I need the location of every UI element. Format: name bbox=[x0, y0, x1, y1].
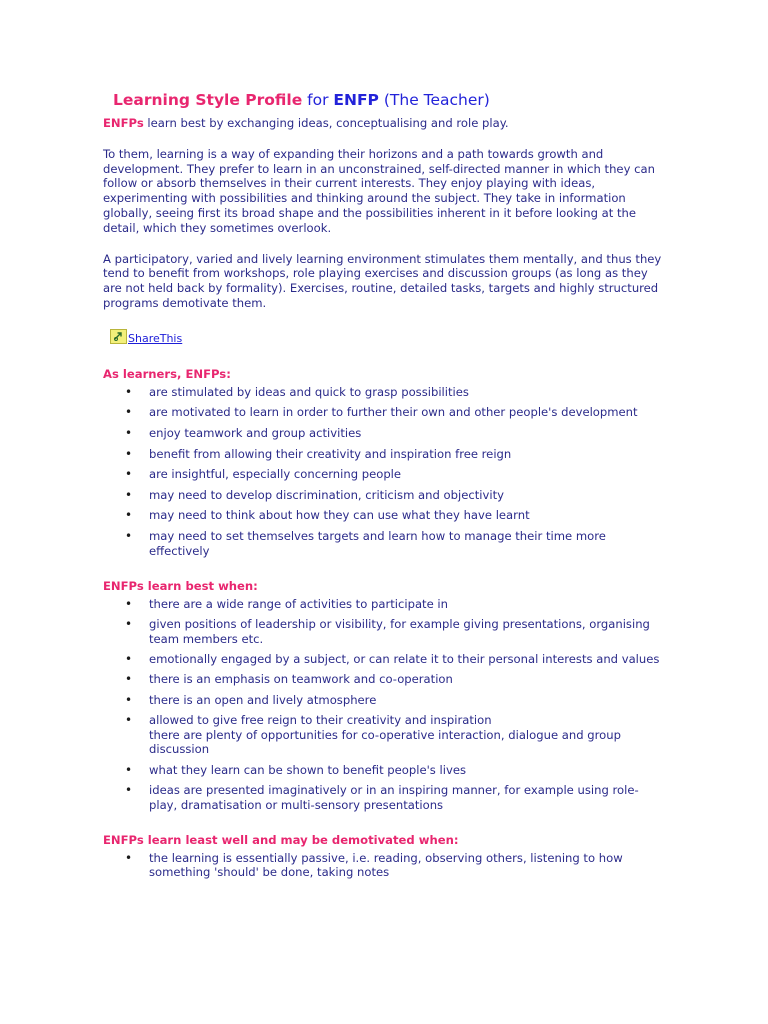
title-type: ENFP bbox=[333, 91, 379, 109]
list-item: • emotionally engaged by a subject, or can relate it to their personal interests and values bbox=[103, 652, 663, 667]
list-item: • may need to set themselves targets and learn how to manage their time more effectively bbox=[103, 529, 663, 559]
paragraph-learning: To them, learning is a way of expanding their horizons and a path towards growth and development. They prefer to learn in an unconstrained, self-directed manner in which they can follow or absorb themselves in their current interests. They enjoy playing with ideas, experimenting with possibilities and thinking around the subject. They take in information globally, seeing first its broad shape and the possibilities inherent in it before looking at the detail, which they sometimes overlook. bbox=[103, 146, 655, 235]
intro-strong: ENFPs bbox=[103, 116, 144, 130]
list-item: • are insightful, especially concerning people bbox=[103, 467, 663, 482]
intro-line bbox=[103, 116, 663, 131]
share-glyph-icon bbox=[113, 331, 124, 342]
share-this-link[interactable]: ShareThis bbox=[128, 332, 183, 346]
list-item: • enjoy teamwork and group activities bbox=[103, 426, 663, 441]
list-learn-least bbox=[103, 851, 663, 881]
list-item: • may need to develop discrimination, criticism and objectivity bbox=[103, 488, 663, 503]
list-item: • there is an open and lively atmosphere bbox=[103, 693, 663, 708]
list-item-continuation: there are plenty of opportunities for co-operative interaction, dialogue and group discussion bbox=[149, 727, 621, 757]
list-learn-best bbox=[103, 597, 663, 813]
list-item: • given positions of leadership or visibility, for example giving presentations, organising team members etc. bbox=[103, 617, 663, 647]
intro-text: learn best by exchanging ideas, conceptualising and role play. bbox=[143, 116, 509, 130]
title-for: for bbox=[302, 91, 334, 109]
list-item: • may need to think about how they can use what they have learnt bbox=[103, 508, 663, 523]
heading-learn-least: ENFPs learn least well and may be demotivated when: bbox=[103, 832, 459, 847]
list-item bbox=[103, 713, 663, 757]
heading-learn-best: ENFPs learn best when: bbox=[103, 578, 258, 593]
paragraph-environment: A participatory, varied and lively learning environment stimulates them mentally, and thus they tend to benefit from workshops, role playing exercises and discussion groups (as long as they are not held back by formality). Exercises, routine, detailed tasks, targets and highly structured programs demotivate them. bbox=[103, 251, 662, 310]
list-item: • are motivated to learn in order to further their own and other people's development bbox=[103, 405, 663, 420]
page-title bbox=[113, 90, 663, 110]
list-item: • what they learn can be shown to benefit people's lives bbox=[103, 763, 663, 778]
list-item: • the learning is essentially passive, i.e. reading, observing others, listening to how something 'should' be done, taking notes bbox=[103, 851, 663, 881]
list-item: • ideas are presented imaginatively or in an inspiring manner, for example using role-play, dramatisation or multi-sensory presentations bbox=[103, 783, 663, 813]
list-as-learners bbox=[103, 385, 663, 559]
list-item-text: allowed to give free reign to their creativity and inspiration bbox=[149, 712, 492, 727]
list-item: • are stimulated by ideas and quick to grasp possibilities bbox=[103, 385, 663, 400]
list-item: • there are a wide range of activities to participate in bbox=[103, 597, 663, 612]
heading-as-learners: As learners, ENFPs: bbox=[103, 366, 231, 381]
list-item: • there is an emphasis on teamwork and co-operation bbox=[103, 672, 663, 687]
list-item: • benefit from allowing their creativity and inspiration free reign bbox=[103, 447, 663, 462]
title-nickname: (The Teacher) bbox=[378, 91, 490, 109]
share-widget[interactable] bbox=[110, 328, 663, 346]
share-icon[interactable] bbox=[110, 329, 127, 344]
title-main: Learning Style Profile bbox=[113, 91, 303, 109]
document-page bbox=[103, 90, 663, 886]
